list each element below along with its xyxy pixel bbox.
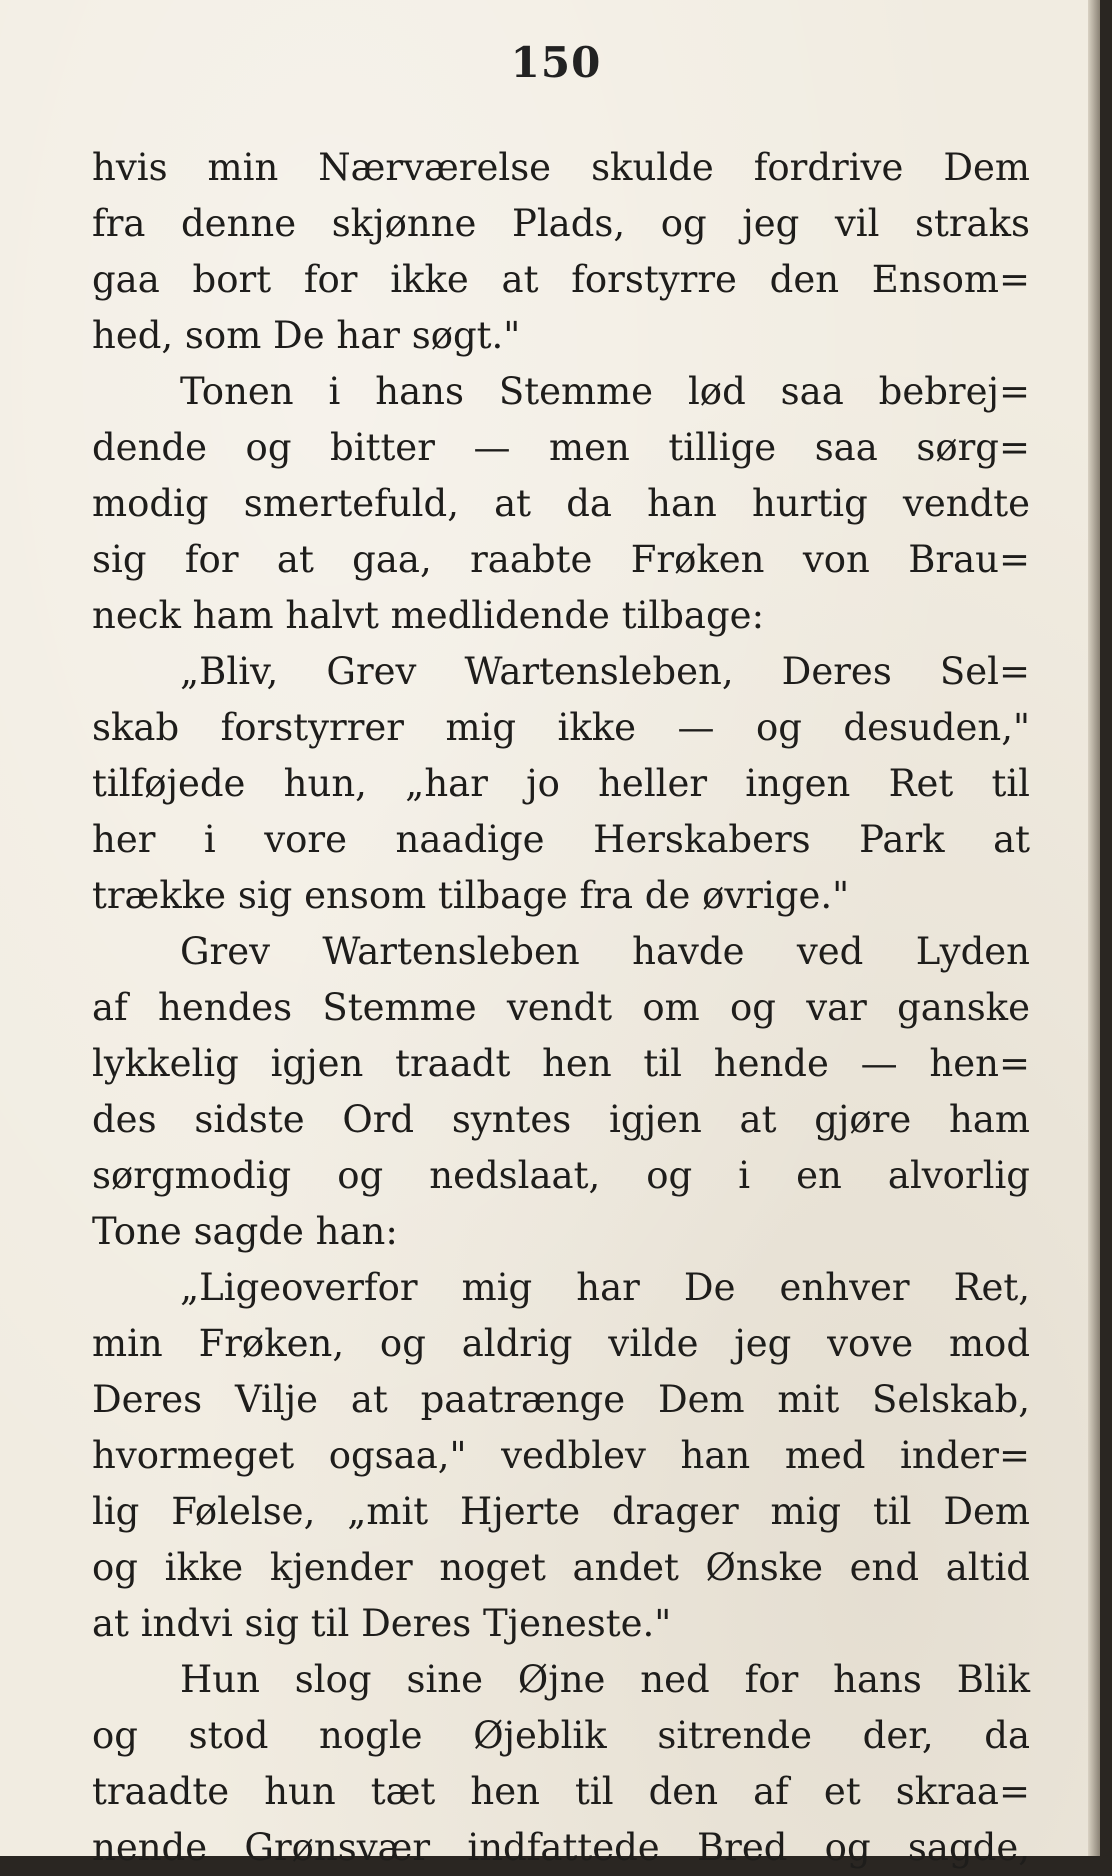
text-line: neck ham halvt medlidende tilbage: bbox=[92, 594, 765, 637]
text-line: Deres Vilje at paatrænge Dem mit Selskab, bbox=[92, 1378, 1030, 1421]
text-line: dende og bitter — men tillige saa sørg= bbox=[92, 426, 1030, 469]
text-line: hvis min Nærværelse skulde fordrive Dem bbox=[92, 146, 1030, 189]
text-line: Tone sagde han: bbox=[92, 1210, 398, 1253]
text-line: Grev Wartensleben havde ved Lyden bbox=[180, 930, 1030, 973]
text-line: Tonen i hans Stemme lød saa bebrej= bbox=[180, 370, 1030, 413]
text-line: hvormeget ogsaa," vedblev han med inder= bbox=[92, 1434, 1030, 1477]
text-line: sig for at gaa, raabte Frøken von Brau= bbox=[92, 538, 1030, 581]
text-line: at indvi sig til Deres Tjeneste." bbox=[92, 1602, 672, 1645]
page-number: 150 bbox=[510, 38, 602, 87]
page-edge bbox=[1088, 0, 1100, 1856]
text-line: trække sig ensom tilbage fra de øvrige." bbox=[92, 874, 850, 917]
text-line: og ikke kjender noget andet Ønske end altid bbox=[92, 1546, 1030, 1589]
text-line: nende Grønsvær indfattede Bred og sagde, bbox=[92, 1826, 1030, 1869]
text-line: sørgmodig og nedslaat, og i en alvorlig bbox=[92, 1154, 1030, 1197]
text-line: des sidste Ord syntes igjen at gjøre ham bbox=[92, 1098, 1030, 1141]
text-line: „Bliv, Grev Wartensleben, Deres Sel= bbox=[180, 650, 1030, 693]
body-text bbox=[92, 140, 1030, 1876]
text-line: min Frøken, og aldrig vilde jeg vove mod bbox=[92, 1322, 1030, 1365]
text-line: tilføjede hun, „har jo heller ingen Ret til bbox=[92, 762, 1030, 805]
text-line: fra denne skjønne Plads, og jeg vil straks bbox=[92, 202, 1030, 245]
text-line: lig Følelse, „mit Hjerte drager mig til Dem bbox=[92, 1490, 1030, 1533]
text-line: og stod nogle Øjeblik sitrende der, da bbox=[92, 1714, 1030, 1757]
text-line: traadte hun tæt hen til den af et skraa= bbox=[92, 1770, 1030, 1813]
text-line: lykkelig igjen traadt hen til hende — hen= bbox=[92, 1042, 1030, 1085]
text-line: „Ligeoverfor mig har De enhver Ret, bbox=[180, 1266, 1030, 1309]
text-line: modig smertefuld, at da han hurtig vendte bbox=[92, 482, 1030, 525]
text-line: af hendes Stemme vendt om og var ganske bbox=[92, 986, 1030, 1029]
text-line: Hun slog sine Øjne ned for hans Blik bbox=[180, 1658, 1030, 1701]
text-line: gaa bort for ikke at forstyrre den Ensom= bbox=[92, 258, 1030, 301]
text-line: hed, som De har søgt." bbox=[92, 314, 521, 357]
text-line: her i vore naadige Herskabers Park at bbox=[92, 818, 1030, 861]
text-line: skab forstyrrer mig ikke — og desuden," bbox=[92, 706, 1030, 749]
